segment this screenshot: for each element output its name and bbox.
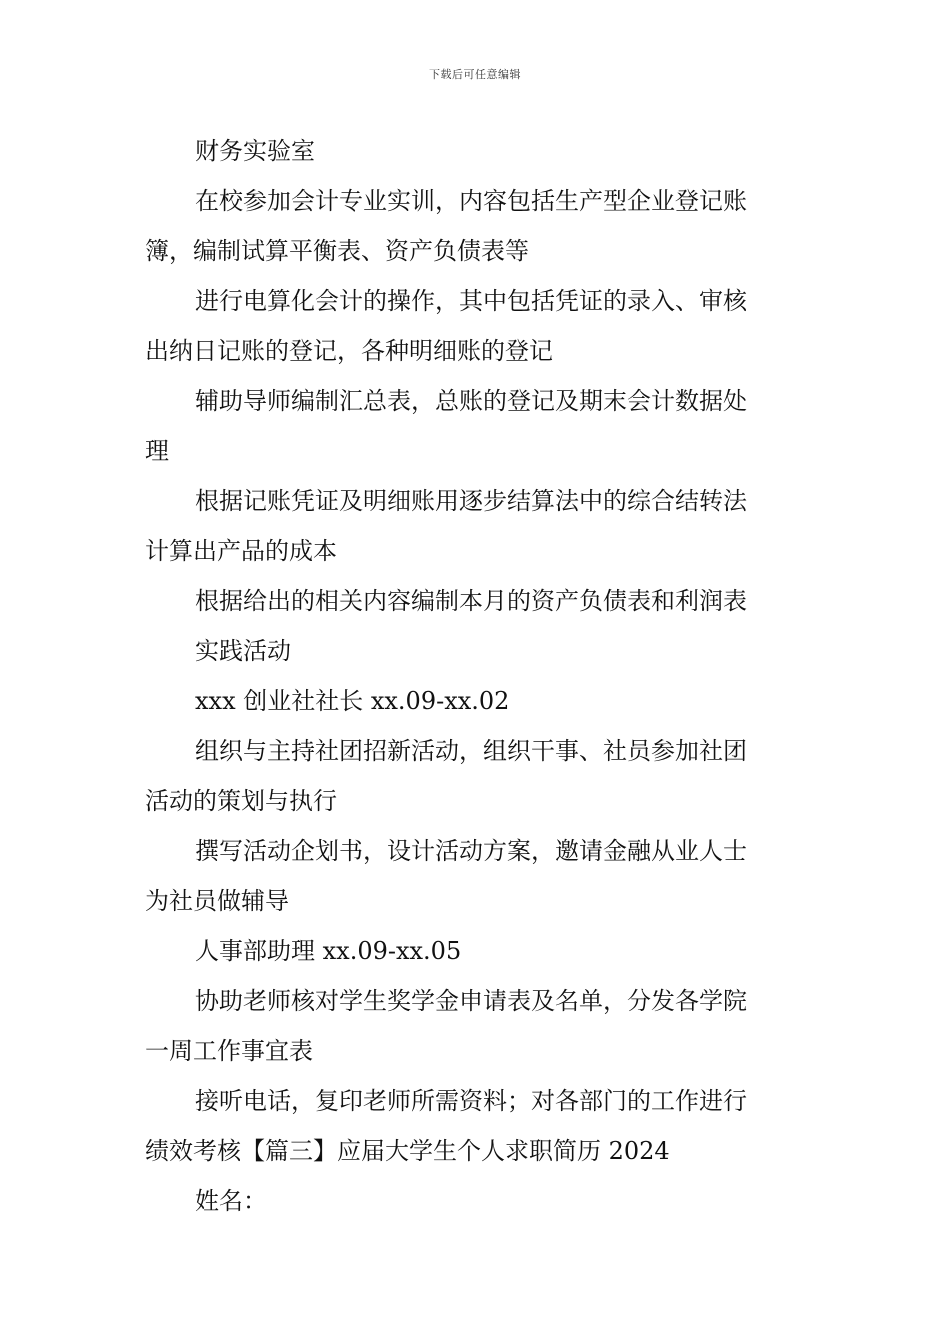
document-body xyxy=(145,126,807,1226)
text-line: 理 xyxy=(145,437,169,465)
text-line: 辅助导师编制汇总表，总账的登记及期末会计数据处 xyxy=(195,387,747,415)
text-line: 绩效考核【篇三】应届大学生个人求职简历 2024 xyxy=(145,1137,670,1165)
header-note: 下载后可任意编辑 xyxy=(429,68,521,81)
position-title: xxx 创业社社长 xx.09-xx.02 xyxy=(195,687,510,715)
text-line: 进行电算化会计的操作，其中包括凭证的录入、审核 xyxy=(195,287,747,315)
text-line: 接听电话，复印老师所需资料；对各部门的工作进行 xyxy=(195,1087,747,1115)
text-line: 根据给出的相关内容编制本月的资产负债表和利润表 xyxy=(195,587,747,615)
section-heading: 实践活动 xyxy=(195,637,291,665)
text-line: 根据记账凭证及明细账用逐步结算法中的综合结转法 xyxy=(195,487,747,515)
text-line: 一周工作事宜表 xyxy=(145,1037,313,1065)
text-line: 在校参加会计专业实训，内容包括生产型企业登记账 xyxy=(195,187,747,215)
text-line: 财务实验室 xyxy=(195,137,315,165)
text-line: 簿，编制试算平衡表、资产负债表等 xyxy=(145,237,529,265)
text-line: 计算出产品的成本 xyxy=(145,537,337,565)
text-line: 组织与主持社团招新活动，组织干事、社员参加社团 xyxy=(195,737,747,765)
field-label-name: 姓名： xyxy=(195,1187,267,1215)
text-line: 撰写活动企划书，设计活动方案，邀请金融从业人士 xyxy=(195,837,747,865)
position-title: 人事部助理 xx.09-xx.05 xyxy=(195,937,462,965)
text-line: 协助老师核对学生奖学金申请表及名单，分发各学院 xyxy=(195,987,747,1015)
text-line: 活动的策划与执行 xyxy=(145,787,337,815)
text-line: 为社员做辅导 xyxy=(145,887,289,915)
text-line: 出纳日记账的登记，各种明细账的登记 xyxy=(145,337,553,365)
